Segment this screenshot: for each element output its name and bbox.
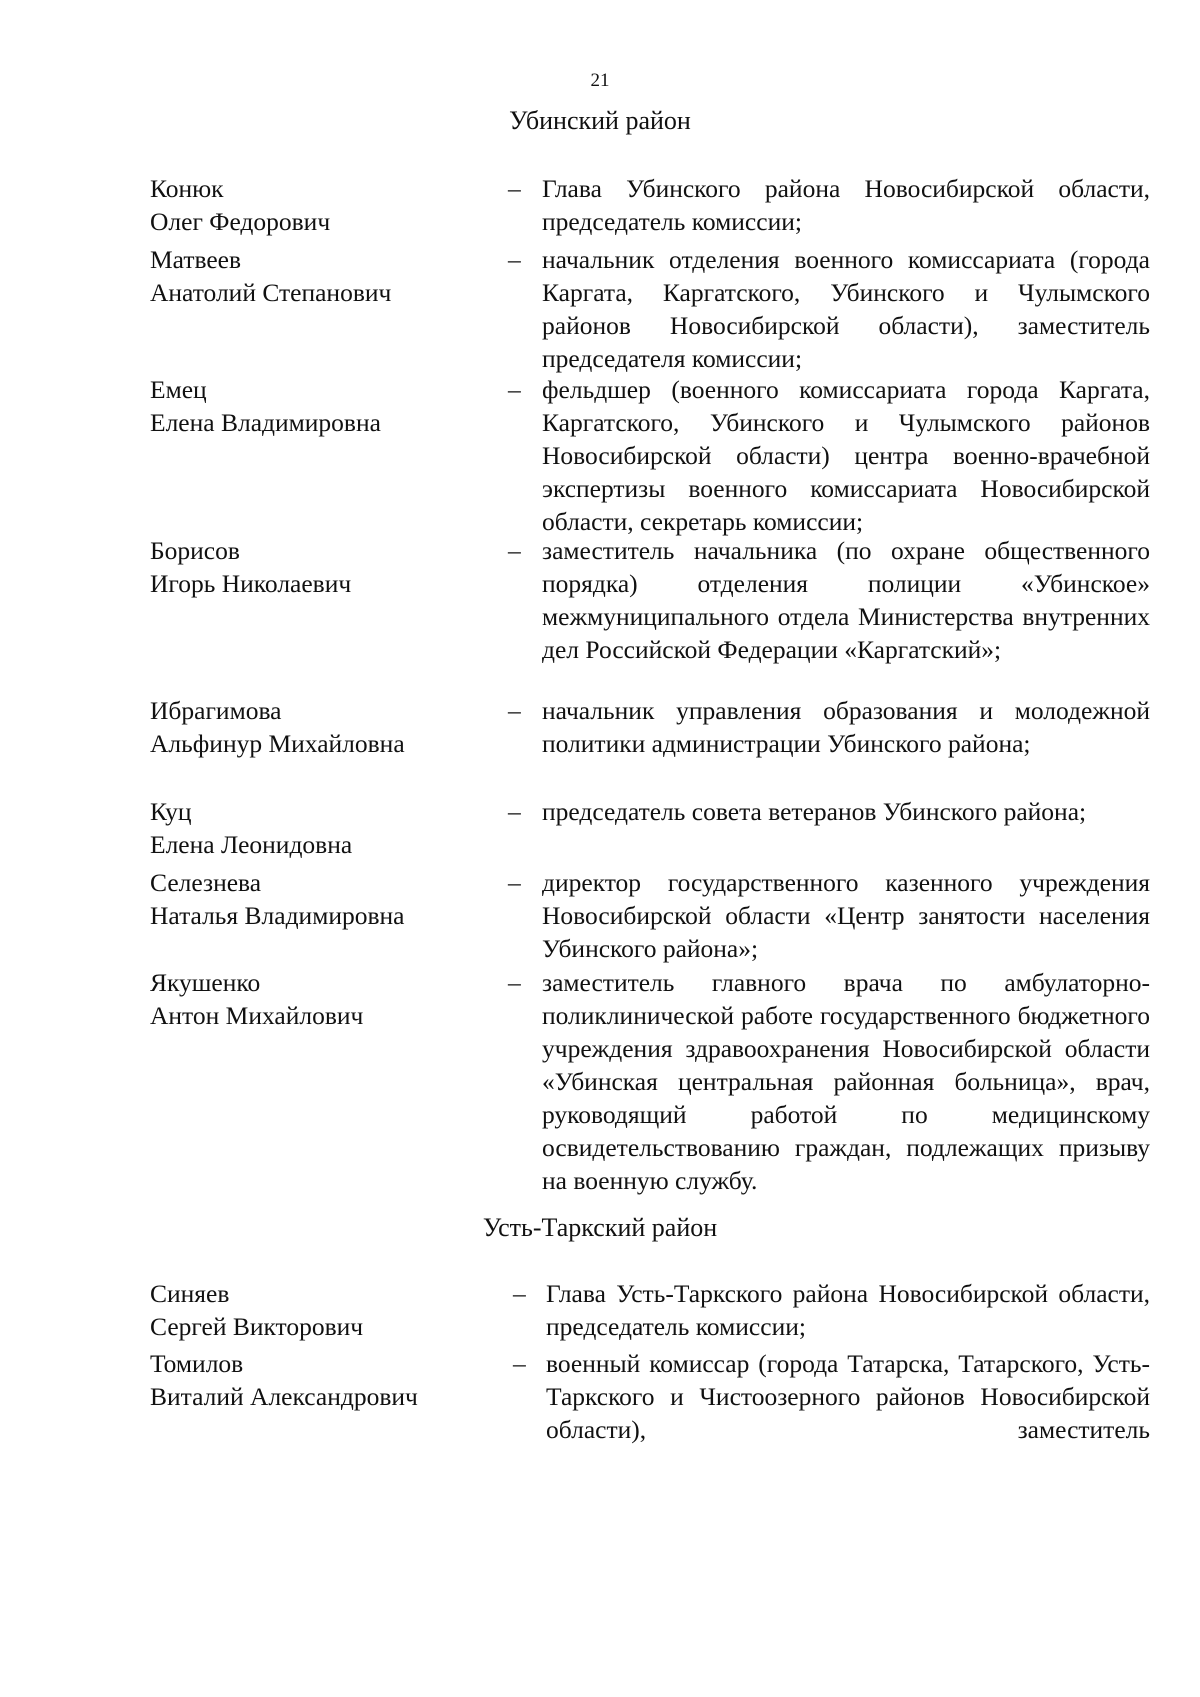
section-title-ust-tarksky: Усть-Таркский район <box>482 1213 718 1242</box>
member-given-names: Елена Владимировна <box>150 408 381 437</box>
member-role: военный комиссар (города Татарска, Татарского, Усть-Таркского и Чистоозерного районов Новосибирской области), заместитель <box>546 1349 1150 1444</box>
member-role: фельдшер (военного комиссариата города Каргата, Каргатского, Убинского и Чулымского районов Новосибирской области) центра военно-врачебной экспертизы военного комиссариата Новосибирской области, секретарь комиссии; <box>542 375 1150 536</box>
member-given-names: Альфинур Михайловна <box>150 729 405 758</box>
dash-separator: – <box>508 868 521 897</box>
dash-separator: – <box>508 174 521 203</box>
member-name <box>150 243 490 309</box>
member-name <box>150 373 490 439</box>
dash-separator: – <box>508 245 521 274</box>
member-name <box>150 966 490 1032</box>
member-surname: Конюк <box>150 174 224 203</box>
member-name <box>150 534 490 600</box>
page-number: 21 <box>590 70 610 91</box>
dash-separator: – <box>508 797 521 826</box>
member-given-names: Антон Михайлович <box>150 1001 364 1030</box>
member-surname: Синяев <box>150 1279 230 1308</box>
member-surname: Емец <box>150 375 207 404</box>
member-name <box>150 795 490 861</box>
member-role: начальник отделения военного комиссариата (города Каргата, Каргатского, Убинского и Чулымского районов Новосибирской области), заместитель председателя комиссии; <box>542 245 1150 373</box>
member-surname: Якушенко <box>150 968 261 997</box>
member-given-names: Олег Федорович <box>150 207 331 236</box>
dash-separator: – <box>508 536 521 565</box>
member-role: начальник управления образования и молодежной политики администрации Убинского района; <box>542 696 1150 758</box>
member-given-names: Сергей Викторович <box>150 1312 364 1341</box>
dash-separator: – <box>513 1279 526 1308</box>
member-surname: Матвеев <box>150 245 242 274</box>
member-surname: Томилов <box>150 1349 244 1378</box>
member-role: Глава Усть-Таркского района Новосибирской области, председатель комиссии; <box>546 1279 1150 1341</box>
member-name <box>150 694 490 760</box>
member-role: Глава Убинского района Новосибирской области, председатель комиссии; <box>542 174 1150 236</box>
section-title-ubinsky: Убинский район <box>509 106 691 135</box>
dash-separator: – <box>508 696 521 725</box>
member-name <box>150 1347 490 1413</box>
member-given-names: Елена Леонидовна <box>150 830 353 859</box>
member-surname: Селезнева <box>150 868 262 897</box>
member-role: заместитель главного врача по амбулаторно-поликлинической работе государственного бюджетного учреждения здравоохранения Новосибирской области «Убинская центральная районная больница», врач, руководящий работой по медицинскому освидетельствованию граждан, подлежащих призыву на военную службу. <box>542 968 1150 1195</box>
member-surname: Куц <box>150 797 192 826</box>
member-name <box>150 172 490 238</box>
member-role: директор государственного казенного учреждения Новосибирской области «Центр занятости населения Убинского района»; <box>542 868 1150 963</box>
dash-separator: – <box>513 1349 526 1378</box>
member-given-names: Игорь Николаевич <box>150 569 352 598</box>
member-role: заместитель начальника (по охране общественного порядка) отделения полиции «Убинское» межмуниципального отдела Министерства внутренних дел Российской Федерации «Каргатский»; <box>542 536 1150 664</box>
member-given-names: Виталий Александрович <box>150 1382 418 1411</box>
member-surname: Ибрагимова <box>150 696 282 725</box>
dash-separator: – <box>508 375 521 404</box>
member-given-names: Наталья Владимировна <box>150 901 405 930</box>
member-name <box>150 866 490 932</box>
dash-separator: – <box>508 968 521 997</box>
member-given-names: Анатолий Степанович <box>150 278 392 307</box>
member-name <box>150 1277 490 1343</box>
member-role: председатель совета ветеранов Убинского района; <box>542 797 1087 826</box>
member-surname: Борисов <box>150 536 240 565</box>
